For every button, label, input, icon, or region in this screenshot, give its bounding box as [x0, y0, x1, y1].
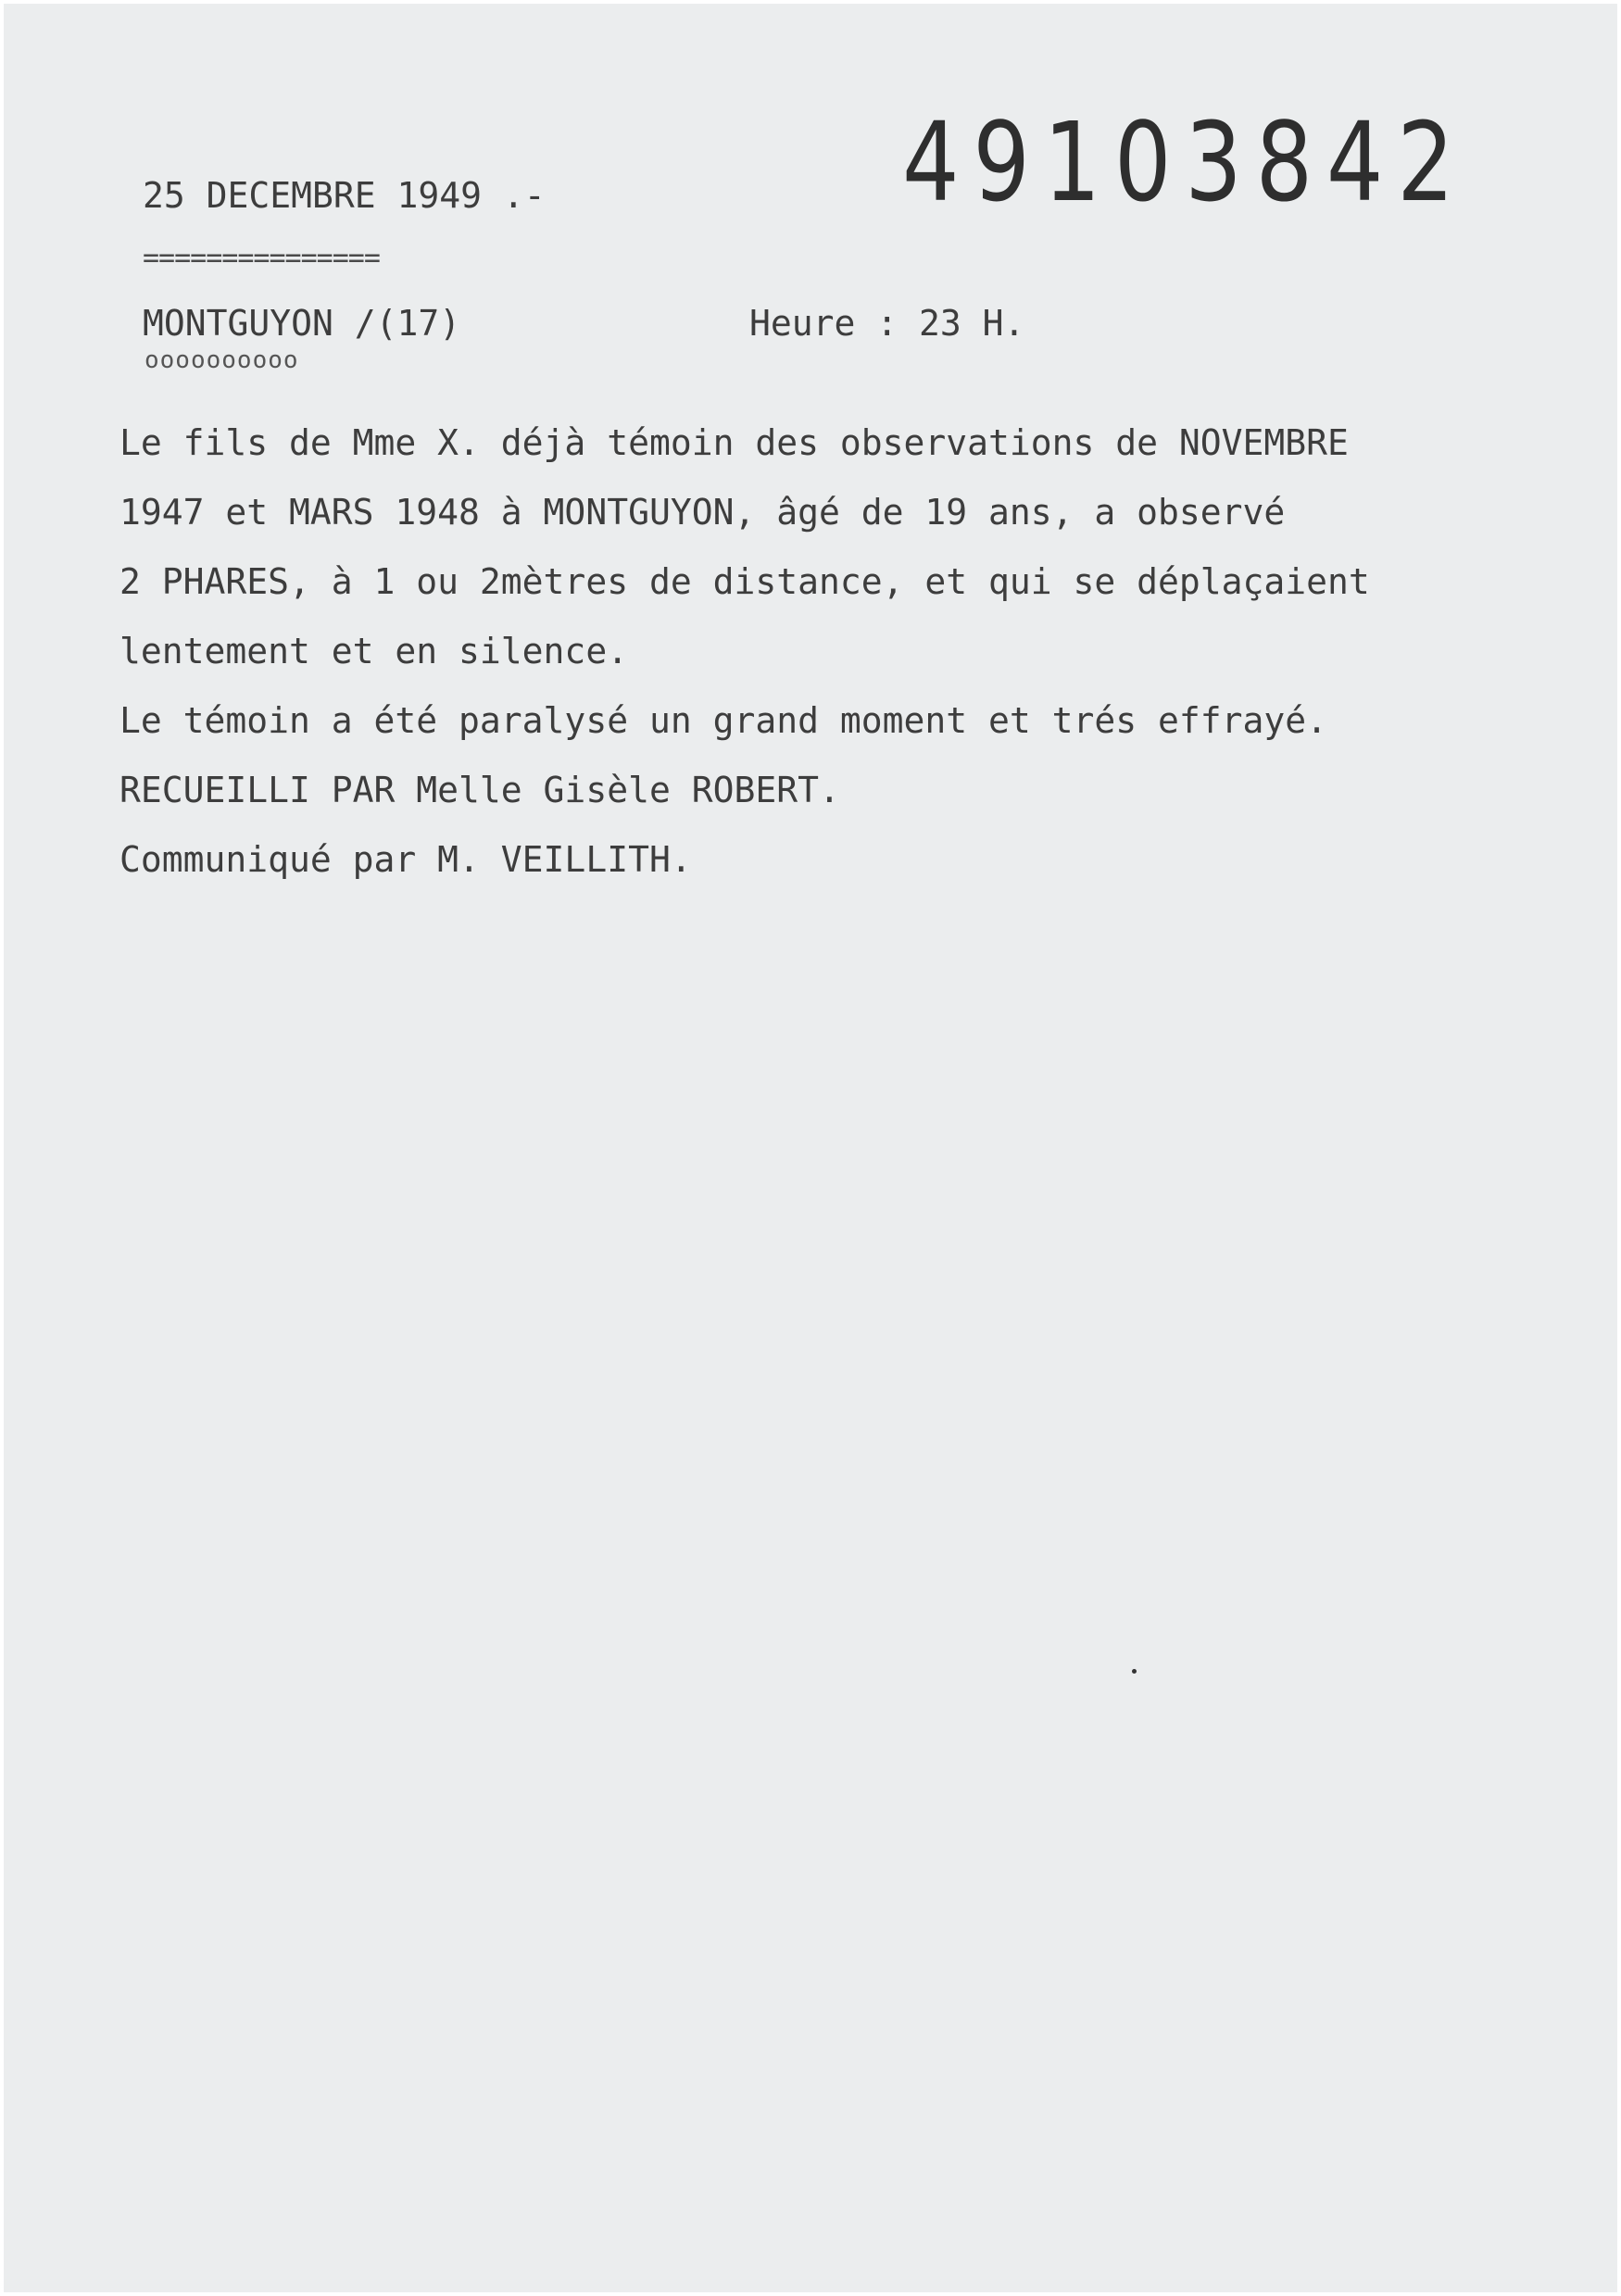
body-line: 2 PHARES, à 1 ou 2mètres de distance, et qui se déplaçaient — [119, 561, 1370, 602]
report-location: MONTGUYON /(17) — [143, 303, 461, 344]
communicated-by-line: Communiqué par M. VEILLITH. — [119, 839, 692, 880]
body-line: Le fils de Mme X. déjà témoin des observations de NOVEMBRE — [119, 422, 1349, 463]
date-underline: =============== — [143, 242, 380, 274]
body-line: Le témoin a été paralysé un grand moment et trés effrayé. — [119, 700, 1328, 741]
report-hour: Heure : 23 H. — [749, 303, 1025, 344]
location-underline: oooooooooo — [145, 346, 299, 374]
archive-stamp-number: 49103842 — [902, 98, 1468, 226]
typed-page — [4, 4, 1617, 2292]
report-date: 25 DECEMBRE 1949 .- — [143, 175, 546, 216]
body-line: lentement et en silence. — [119, 631, 629, 671]
paper-speck — [1132, 1669, 1137, 1674]
body-line: 1947 et MARS 1948 à MONTGUYON, âgé de 19 ans, a observé — [119, 492, 1286, 533]
collected-by-line: RECUEILLI PAR Melle Gisèle ROBERT. — [119, 770, 840, 810]
